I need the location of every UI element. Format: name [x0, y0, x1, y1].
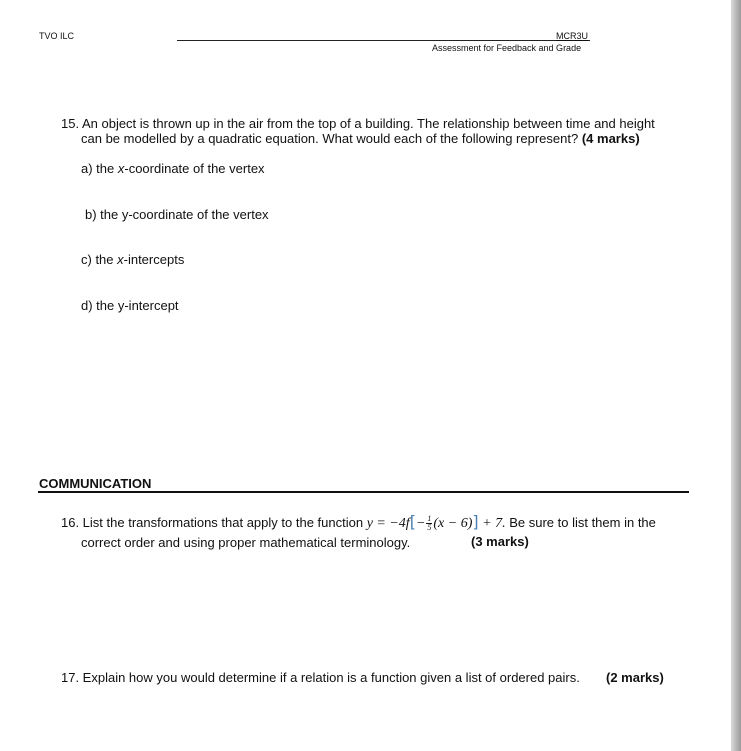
page-edge-shadow — [731, 0, 741, 751]
question-16-marks: (3 marks) — [471, 534, 529, 549]
section-title: COMMUNICATION — [39, 476, 152, 491]
header-rule — [177, 40, 590, 41]
question-16-line1: 16. List the transformations that apply to the function y = −4f[− $\frac{1}{5}$ (x − 6)] + 7. Be sure to list them in the — [61, 512, 656, 533]
question-15 — [61, 116, 681, 146]
question-15-part-b: b) the y-coordinate of the vertex — [85, 207, 269, 222]
header-org: TVO ILC — [39, 31, 75, 41]
question-17: 17. Explain how you would determine if a relation is a function given a list of ordered pairs. — [61, 670, 580, 685]
header-course-code: MCR3U — [556, 31, 589, 41]
question-16 — [61, 514, 701, 550]
question-17-marks: (2 marks) — [606, 670, 664, 685]
header-subtitle: Assessment for Feedback and Grade — [432, 43, 582, 53]
question-15-line2: can be modelled by a quadratic equation. What would each of the following represent? (4 marks) — [81, 131, 640, 146]
question-15-line1: 15. An object is thrown up in the air from the top of a building. The relationship between time and height — [61, 116, 655, 131]
question-15-part-c: c) the x-intercepts — [81, 252, 185, 267]
function-equation: y = −4f[− $\frac{1}{5}$ (x − 6)] + 7. — [366, 512, 506, 533]
question-16-line2: correct order and using proper mathematical terminology. — [81, 535, 411, 551]
question-15-part-d: d) the y-intercept — [81, 298, 179, 313]
section-rule — [38, 491, 689, 493]
question-15-marks: (4 marks) — [581, 131, 640, 146]
question-15-part-a: a) the x-coordinate of the vertex — [81, 161, 265, 176]
